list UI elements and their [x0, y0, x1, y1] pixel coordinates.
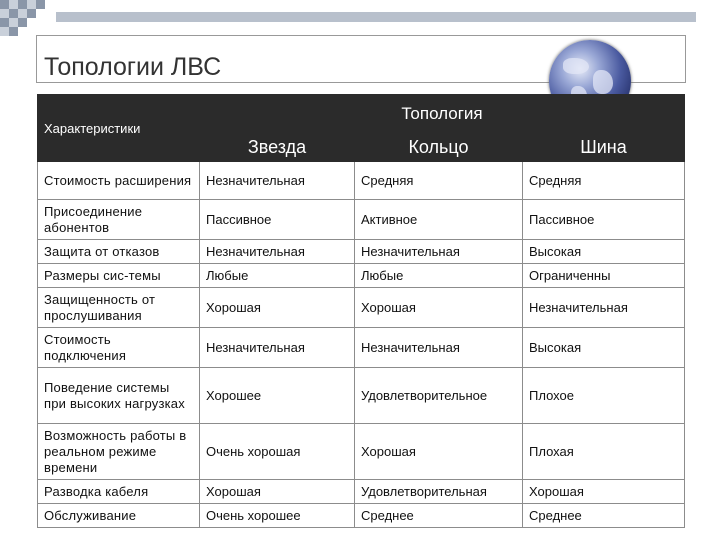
table-cell: Хорошая	[523, 480, 685, 504]
row-label: Присоединение абонентов	[38, 200, 200, 240]
table-row	[38, 264, 685, 288]
table-cell: Хорошее	[200, 368, 355, 424]
row-label: Обслуживание	[38, 504, 200, 528]
table-cell: Средняя	[523, 162, 685, 200]
group-header: Топология	[200, 95, 685, 131]
row-label: Стоимость подключения	[38, 328, 200, 368]
table-row	[38, 288, 685, 328]
table-row	[38, 368, 685, 424]
table-cell: Хорошая	[200, 288, 355, 328]
table-row	[38, 240, 685, 264]
table-cell: Среднее	[355, 504, 523, 528]
table-cell: Незначительная	[355, 328, 523, 368]
table-row	[38, 328, 685, 368]
table-cell: Незначительная	[355, 240, 523, 264]
table-cell: Плохая	[523, 424, 685, 480]
page-title: Топологии ЛВС	[44, 53, 222, 81]
table-cell: Незначительная	[200, 162, 355, 200]
table-cell: Активное	[355, 200, 523, 240]
table-cell: Средняя	[355, 162, 523, 200]
table-row	[38, 480, 685, 504]
table-cell: Плохое	[523, 368, 685, 424]
table-cell: Пассивное	[523, 200, 685, 240]
table-cell: Незначительная	[200, 240, 355, 264]
table-cell: Очень хорошая	[200, 424, 355, 480]
table-cell: Удовлетворительная	[355, 480, 523, 504]
table-cell: Хорошая	[355, 424, 523, 480]
row-label: Защищенность от прослушивания	[38, 288, 200, 328]
table-cell: Пассивное	[200, 200, 355, 240]
column-header: Кольцо	[355, 131, 523, 162]
table-cell: Хорошая	[200, 480, 355, 504]
row-label: Возможность работы в реальном режиме времени	[38, 424, 200, 480]
topology-table	[37, 94, 685, 528]
table-cell: Незначительная	[523, 288, 685, 328]
header-rule	[56, 12, 696, 22]
table-row	[38, 504, 685, 528]
table-cell: Любые	[200, 264, 355, 288]
row-label: Размеры сис-темы	[38, 264, 200, 288]
table-cell: Очень хорошее	[200, 504, 355, 528]
table-header-row	[38, 95, 685, 131]
table-cell: Высокая	[523, 328, 685, 368]
row-label: Поведение системы при высоких нагрузках	[38, 368, 200, 424]
table-cell: Ограниченны	[523, 264, 685, 288]
table-cell: Высокая	[523, 240, 685, 264]
column-header: Звезда	[200, 131, 355, 162]
table-row	[38, 200, 685, 240]
corner-header: Характеристики	[38, 95, 200, 162]
table-cell: Хорошая	[355, 288, 523, 328]
row-label: Разводка кабеля	[38, 480, 200, 504]
row-label: Стоимость расширения	[38, 162, 200, 200]
table-row	[38, 162, 685, 200]
table-cell: Незначительная	[200, 328, 355, 368]
table-cell: Удовлетворительное	[355, 368, 523, 424]
table-cell: Среднее	[523, 504, 685, 528]
table-row	[38, 424, 685, 480]
column-header: Шина	[523, 131, 685, 162]
row-label: Защита от отказов	[38, 240, 200, 264]
table-cell: Любые	[355, 264, 523, 288]
